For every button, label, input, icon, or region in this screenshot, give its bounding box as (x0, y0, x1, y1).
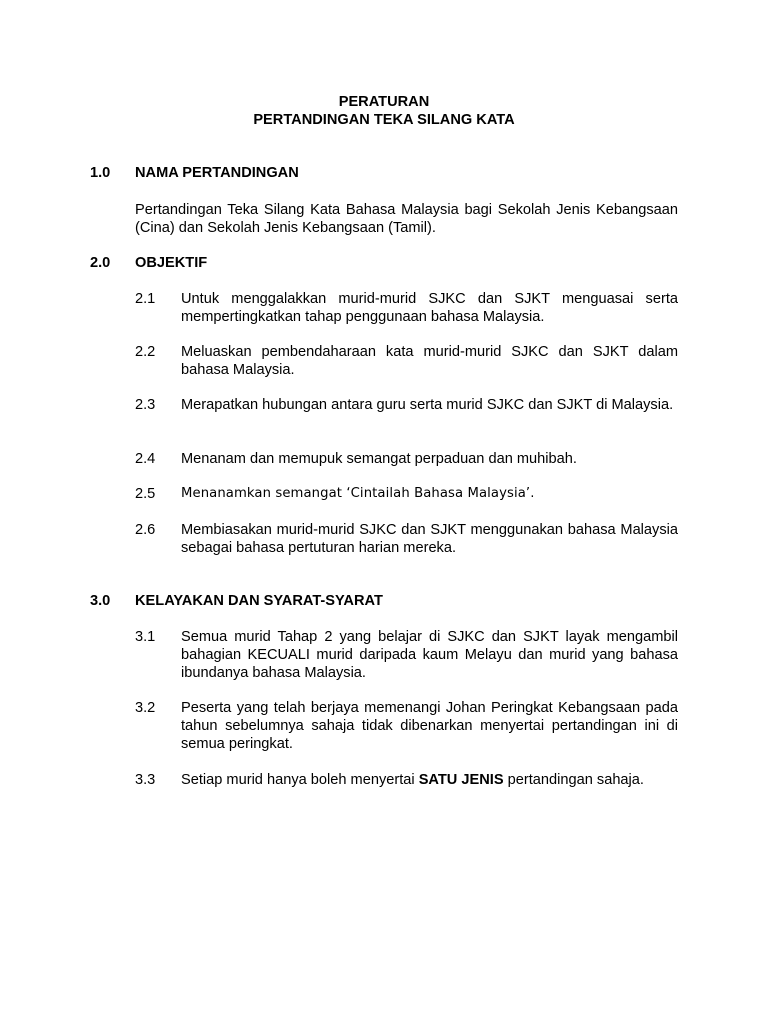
list-item-text: Menanam dan memupuk semangat perpaduan dan muhibah. (181, 451, 577, 467)
list-item-text: Semua murid Tahap 2 yang belajar di SJKC dan SJKT layak mengambil bahagian KECUALI murid daripada kaum Melayu dan murid yang bahasa ibundanya bahasa Malaysia. (181, 629, 678, 681)
list-item-number: 2.5 (135, 486, 156, 502)
section-number: 3.0 (90, 593, 111, 609)
list-item-number: 3.1 (135, 629, 156, 645)
list-item-text: Meluaskan pembendaharaan kata murid-murid SJKC dan SJKT dalam bahasa Malaysia. (181, 344, 678, 378)
section-number: 1.0 (90, 165, 111, 181)
list-item-text: Untuk menggalakkan murid-murid SJKC dan SJKT menguasai serta mempertingkatkan tahap penggunaan bahasa Malaysia. (181, 291, 678, 325)
list-item-number: 3.3 (135, 772, 156, 788)
list-item-number: 2.6 (135, 522, 156, 538)
list-item-number: 2.1 (135, 291, 156, 307)
document-subtitle: PERTANDINGAN TEKA SILANG KATA (253, 112, 515, 128)
section-title: KELAYAKAN DAN SYARAT-SYARAT (135, 593, 383, 609)
emphasis-text: SATU JENIS (418, 772, 504, 788)
section-title: NAMA PERTANDINGAN (135, 165, 299, 181)
list-item-text-part: pertandingan sahaja. (503, 772, 644, 788)
list-item-number: 2.4 (135, 451, 156, 467)
list-item-number: 3.2 (135, 700, 156, 716)
document-title: PERATURAN (338, 94, 430, 110)
list-item-text: Membiasakan murid-murid SJKC dan SJKT menggunakan bahasa Malaysia sebagai bahasa pertuturan harian mereka. (181, 522, 678, 556)
list-item-text (181, 771, 678, 789)
list-item-number: 2.3 (135, 397, 156, 413)
section-number: 2.0 (90, 255, 111, 271)
section-title: OBJEKTIF (135, 255, 208, 271)
list-item-text: Peserta yang telah berjaya memenangi Johan Peringkat Kebangsaan pada tahun sebelumnya sahaja tidak dibenarkan menyertai pertandingan ini di semua peringkat. (181, 700, 678, 752)
list-item-text-part: Setiap murid hanya boleh menyertai (181, 772, 419, 788)
list-item-text: Menanamkan semangat ‘Cintailah Bahasa Malaysia’. (181, 486, 535, 501)
list-item-number: 2.2 (135, 344, 156, 360)
list-item-text: Merapatkan hubungan antara guru serta murid SJKC dan SJKT di Malaysia. (181, 397, 674, 413)
section-paragraph: Pertandingan Teka Silang Kata Bahasa Malaysia bagi Sekolah Jenis Kebangsaan (Cina) dan Sekolah Jenis Kebangsaan (Tamil). (135, 202, 678, 236)
